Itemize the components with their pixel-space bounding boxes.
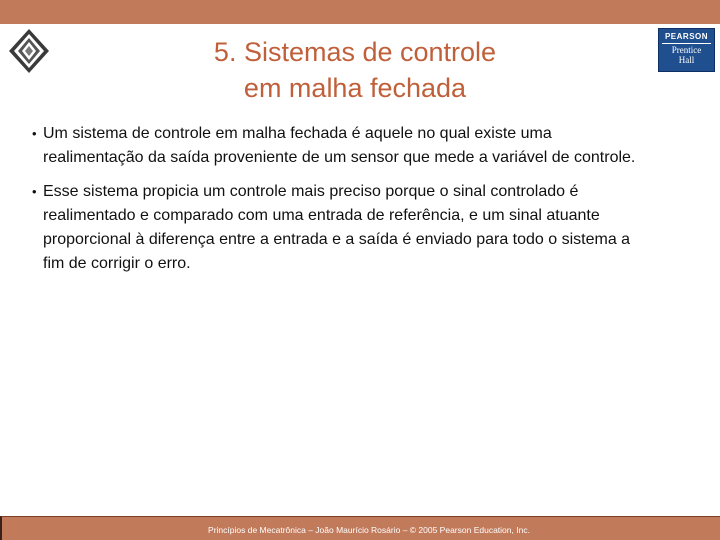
logo-line-1: Prentice (671, 45, 702, 55)
bullet-item (32, 180, 652, 276)
logo-brand: PEARSON (664, 32, 709, 41)
bullet-icon: • (32, 126, 37, 141)
logo-divider (662, 43, 711, 44)
title-line-1: 5. Sistemas de controle (213, 37, 497, 67)
title-line-2: em malha fechada (243, 73, 467, 103)
bullet-text: Esse sistema propicia um controle mais preciso porque o sinal controlado é realimentado e comparado com uma entrada de referência, e um sinal atuante proporcional à diferença entre a entrada e a saída é enviado para todo o sistema a fim de corrigir o erro. (43, 183, 631, 272)
diamond-logo-icon (4, 24, 54, 78)
slide-body (32, 122, 652, 286)
slide-title (130, 34, 580, 106)
footer-copyright: Princípios de Mecatrônica – João Maurício Rosário – © 2005 Pearson Education, Inc. (208, 525, 530, 535)
logo-line-2: Hall (678, 55, 695, 65)
header-bar (0, 0, 720, 24)
publisher-logo (658, 28, 715, 72)
bullet-icon: • (32, 184, 37, 199)
bullet-item (32, 122, 652, 170)
bullet-text: Um sistema de controle em malha fechada é aquele no qual existe uma realimentação da saída proveniente de um sensor que mede a variável de controle. (43, 125, 636, 166)
